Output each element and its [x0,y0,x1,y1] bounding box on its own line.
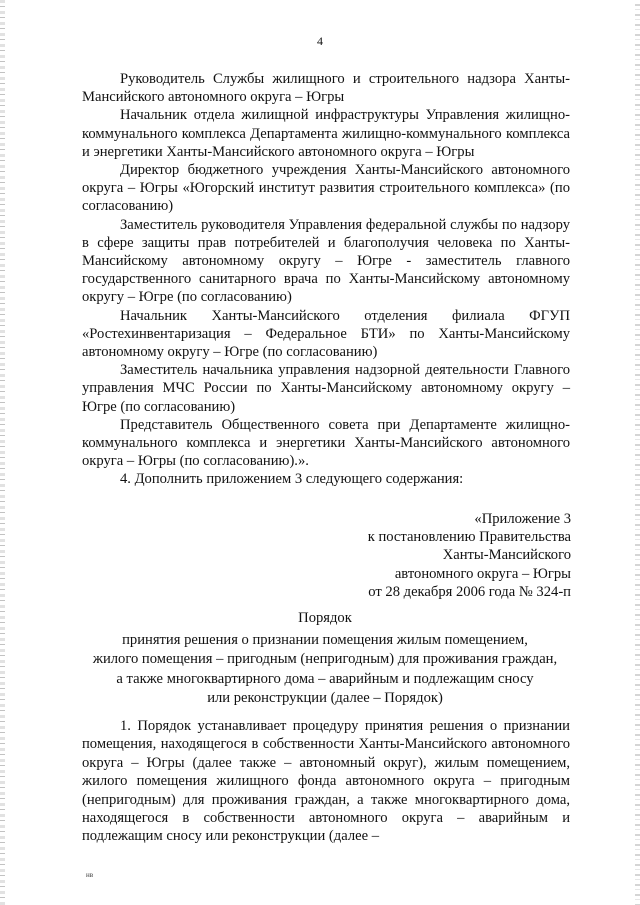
scan-edge-right [635,0,640,905]
appendix-line: «Приложение 3 [474,511,571,527]
footer-mark: нв [86,871,94,879]
document-body [82,70,570,489]
clause-1: 1. Порядок устанавливает процедуру принятия решения о признании помещения, находящегося в собственности Ханты-Мансийского автономного округа – Югры (далее также – автономный округ), жилым помещением, жилого помещения жилищного фонда автономного округа – пригодным (непригодным) для проживания граждан, а также многоквартирного дома, находящегося в собственности автономного округа – аварийным и подлежащим сносу или реконструкции (далее – [82,718,570,845]
clause-section [82,717,570,846]
appendix-line: автономного округа – Югры [394,565,571,582]
title-line: а также многоквартирного дома – аварийным и подлежащим сносу [116,670,534,687]
paragraph-consumer-protection-deputy: Заместитель руководителя Управления федеральной службы по надзору в сфере защиты прав потребителей и благополучия человека по Ханты-Мансийскому автономному округу – Югре - заместитель главного государственного санитарного врача по Ханты-Мансийскому автономному округу – Югре (по согласованию) [82,216,570,306]
procedure-title [70,609,580,709]
title-line: или реконструкции (далее – Порядок) [207,690,443,706]
title-line: жилого помещения – пригодным (непригодным) для проживания граждан, [92,651,558,667]
paragraph-mchs-deputy: Заместитель начальника управления надзорной деятельности Главного управления МЧС России по Ханты-Мансийскому автономному округу – Югре (по согласованию) [82,362,570,415]
paragraph-bti-branch-head: Начальник Ханты-Мансийского отделения филиала ФГУП «Ростехинвентаризация – Федеральное БТИ» по Ханты-Мансийскому автономному округу – Югре (по согласованию) [82,307,570,361]
scan-edge-left [0,0,5,905]
appendix-line: к постановлению Правительства [367,529,571,546]
paragraph-budget-institution-director: Директор бюджетного учреждения Ханты-Мансийского автономного округа – Югры «Югорский институт развития строительного комплекса» (по согласованию) [82,162,570,215]
paragraph-housing-supervision: Руководитель Службы жилищного и строительного надзора Ханты-Мансийского автономного округа – Югры [82,71,570,106]
paragraph-infrastructure-head: Начальник отдела жилищной инфраструктуры Управления жилищно-коммунального комплекса Департамента жилищно-коммунального комплекса и энергетики Ханты-Мансийского автономного округа – Югры [82,107,570,160]
appendix-line: Ханты-Мансийского [442,547,571,564]
title-heading: Порядок [298,610,352,626]
page-number: 4 [317,34,323,48]
paragraph-item-4: 4. Дополнить приложением 3 следующего содержания: [120,471,464,488]
paragraph-public-council: Представитель Общественного совета при Департаменте жилищно-коммунального комплекса и энергетики Ханты-Мансийского автономного округа – Югры (по согласованию).». [82,416,570,470]
title-line: принятия решения о признании помещения жилым помещением, [122,631,528,648]
appendix-line: от 28 декабря 2006 года № 324-п [368,583,571,600]
appendix-header [300,510,571,601]
